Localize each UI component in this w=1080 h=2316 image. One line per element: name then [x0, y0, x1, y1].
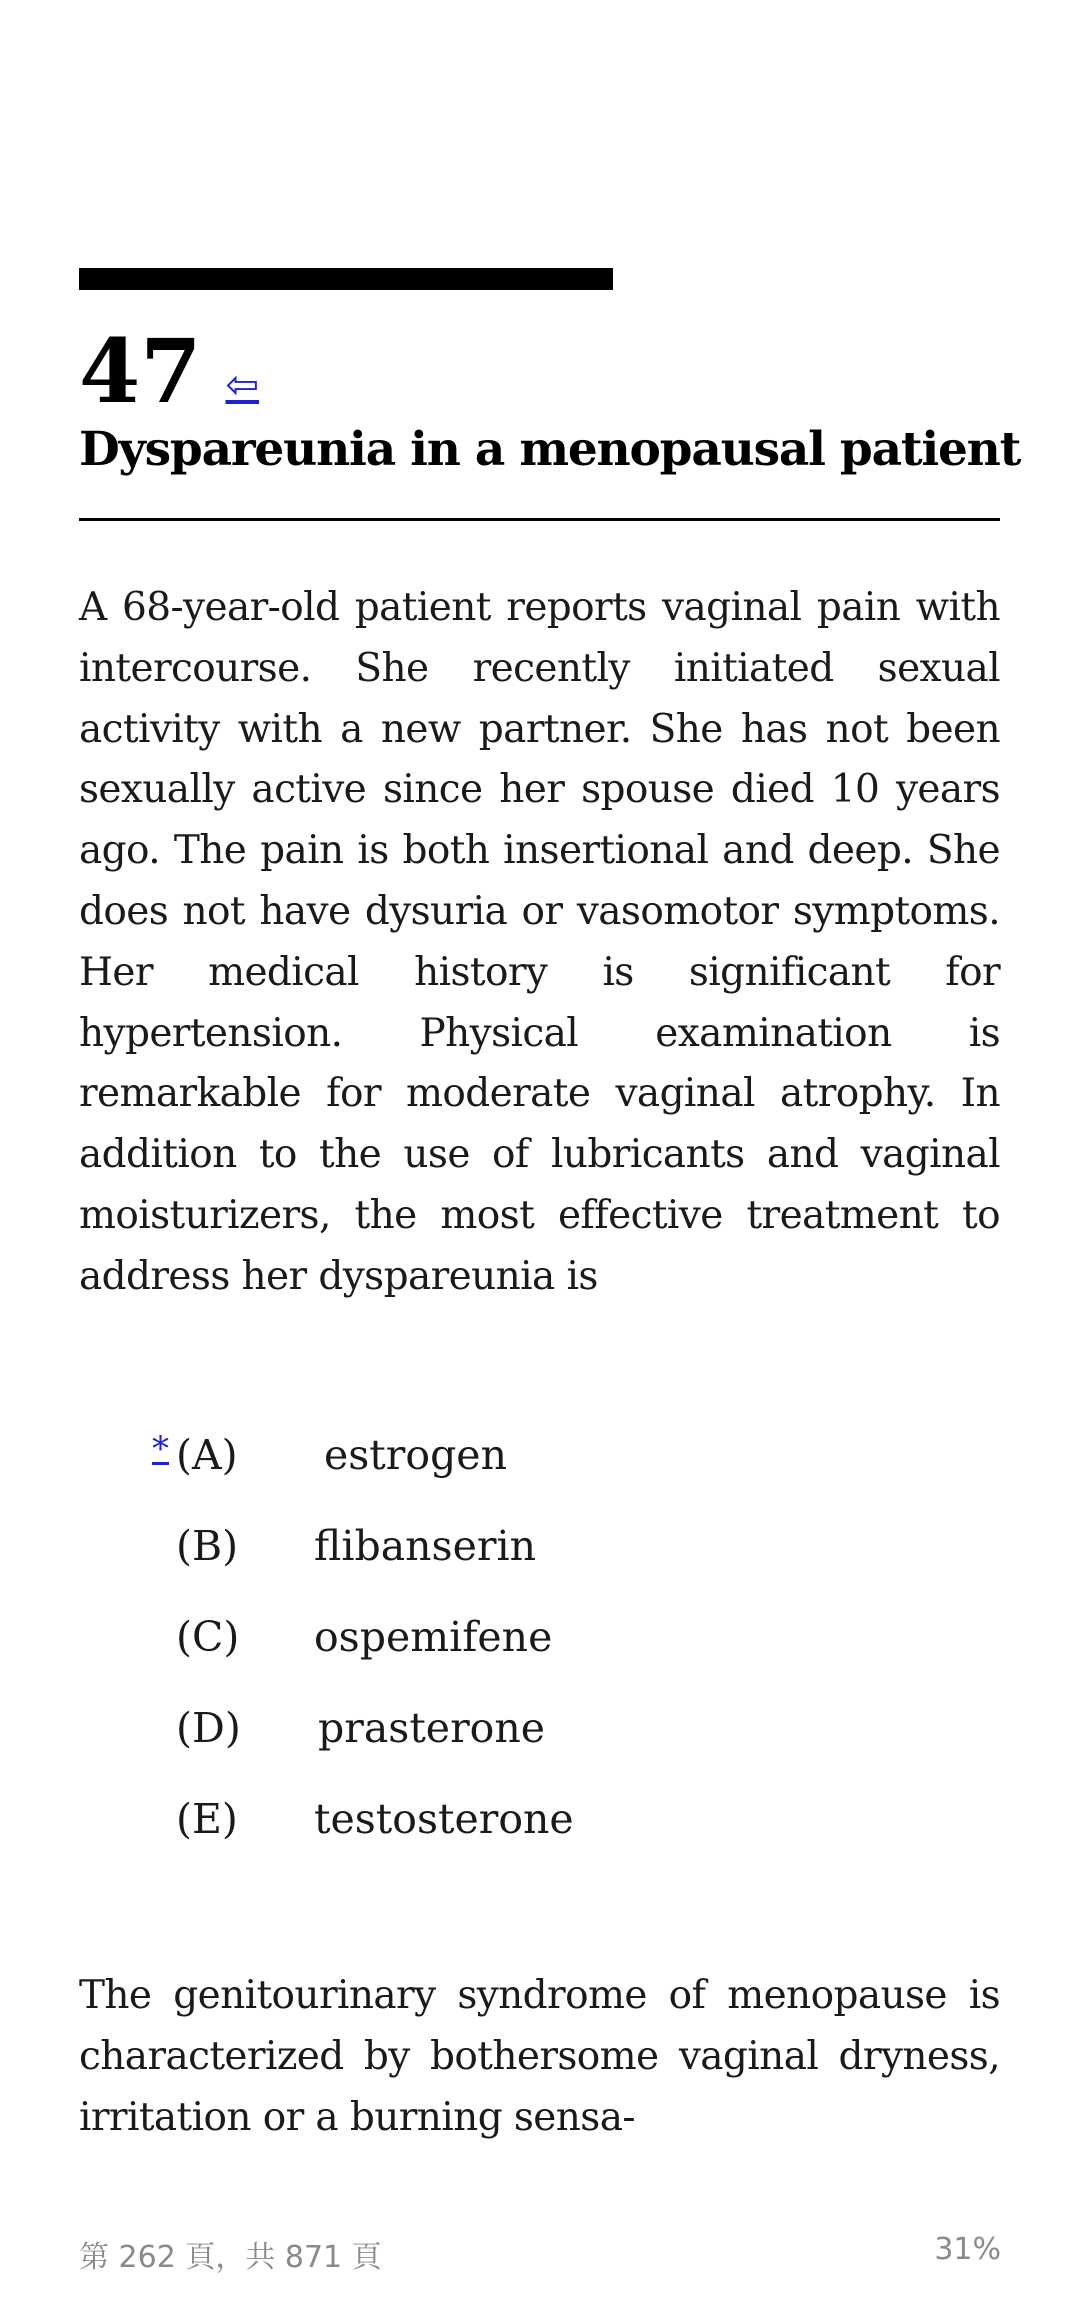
answer-link-marker[interactable]: * [152, 1429, 169, 1469]
question-text: A 68-year-old patient reports vaginal pain with intercourse. She recently initiated sexual activity with a new partner. She has not been sexually active since her spouse died 10 years ago. The pain is both insertional and deep. She does not have dysuria or vasomotor symptoms. Her medical history is significant for hypertension. Physical examination is remarkable for moderate vaginal atrophy. In addition to the use of lubricants and vaginal moisturizers, the most effective treatment to address her dyspareunia is [79, 585, 1000, 1299]
option-text: testosterone [314, 1795, 574, 1843]
title-divider [79, 518, 1000, 521]
option-text: prasterone [318, 1704, 546, 1752]
page-indicator: 第 262 頁，共 871 頁 [79, 2240, 382, 2275]
option-text: flibanserin [314, 1522, 536, 1570]
back-arrow-icon[interactable]: ⇦ [225, 362, 259, 408]
explanation-text: The genitourinary syndrome of menopause is characterized by bothersome vaginal dryness, irritation or a burning sensa- [79, 1973, 1000, 2140]
option-letter: (E) [176, 1795, 238, 1843]
option-letter: (D) [176, 1704, 241, 1752]
option-text: estrogen [324, 1431, 507, 1479]
option-text: ospemifene [314, 1613, 553, 1661]
chapter-number: 47 [79, 319, 202, 423]
option-letter: (A) [176, 1431, 238, 1479]
option-letter: (B) [176, 1522, 239, 1570]
chapter-title: Dyspareunia in a menopausal patient [79, 422, 1021, 477]
chapter-rule-bar [79, 268, 613, 290]
chapter-header [79, 305, 259, 423]
option-letter: (C) [176, 1613, 240, 1661]
reading-progress: 31% [934, 2232, 1001, 2267]
